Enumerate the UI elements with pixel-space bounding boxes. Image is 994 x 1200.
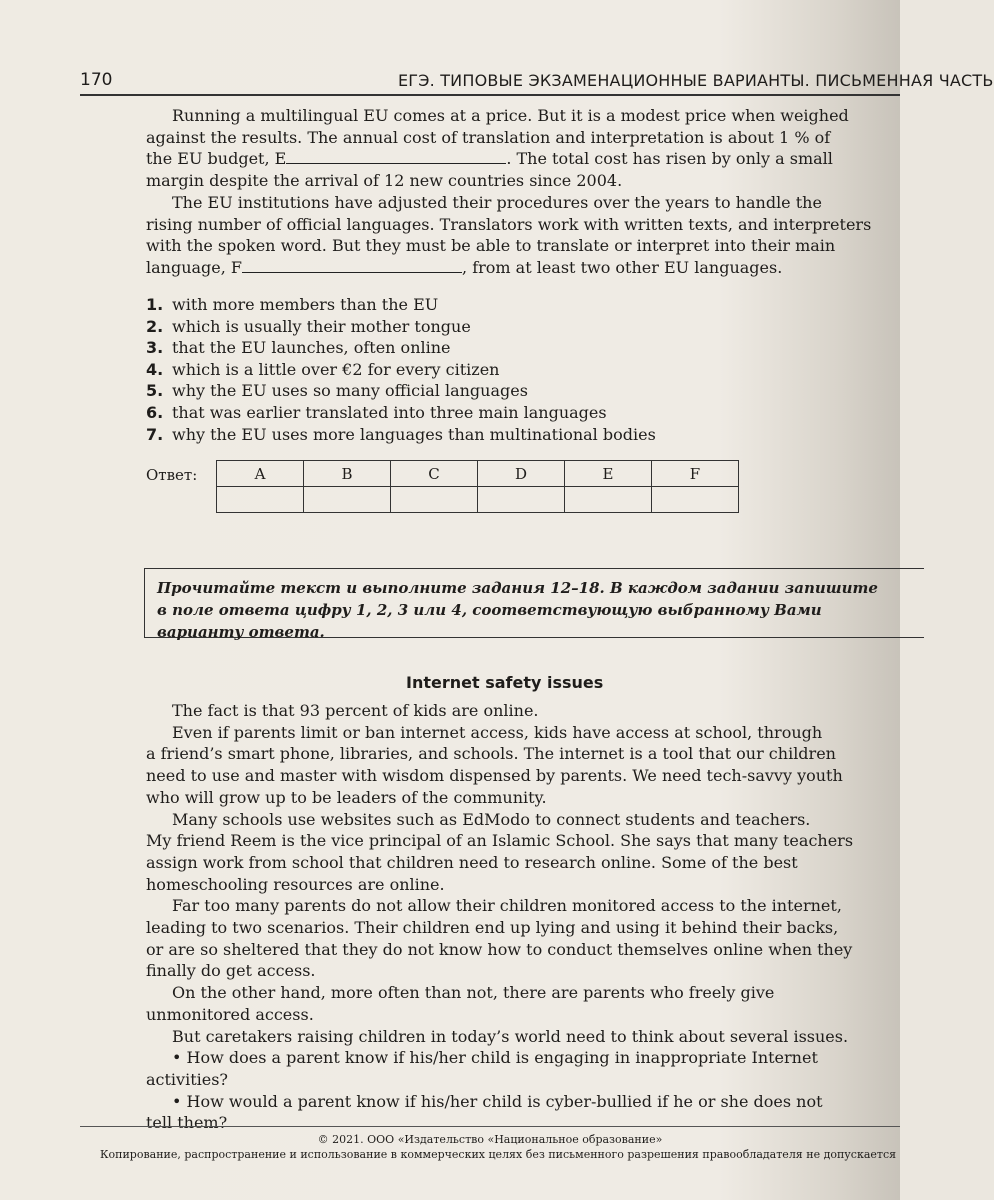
option-number: 5.: [146, 381, 164, 401]
paragraph-line: who will grow up to be leaders of the community.: [146, 787, 547, 807]
line-text: the EU budget, E: [146, 149, 287, 169]
paragraph-line: My friend Reem is the vice principal of an Islamic School. She says that many teachers: [146, 831, 854, 851]
option-text: which is usually their mother tongue: [172, 316, 471, 336]
option-item: [146, 316, 656, 338]
line-text: , from at least two other EU languages.: [462, 257, 783, 277]
option-number: 4.: [146, 359, 164, 379]
paragraph-line: Running a multilingual EU comes at a price. But it is a modest price when weighed: [172, 106, 849, 125]
paragraph-line: a friend’s smart phone, libraries, and schools. The internet is a tool that our children: [146, 744, 836, 764]
page-number: 170: [80, 70, 113, 90]
answer-column-c: C: [391, 461, 478, 487]
answer-grid: [216, 460, 739, 513]
paragraph-line: leading to two scenarios. Their children end up lying and using it behind their backs,: [146, 918, 839, 938]
paragraph-line: or are so sheltered that they do not know how to conduct themselves online when they: [146, 939, 853, 959]
gap-f-blank: [242, 258, 462, 273]
option-text: why the EU uses so many official languages: [172, 381, 528, 401]
option-number: 6.: [146, 402, 164, 422]
paragraph-line: need to use and master with wisdom dispensed by parents. We need tech-savvy youth: [146, 766, 843, 786]
answer-cell-e[interactable]: [565, 487, 652, 513]
paragraph-line-gap-f: [146, 257, 906, 279]
paragraph-line: The EU institutions have adjusted their procedures over the years to handle the: [172, 192, 822, 212]
paragraph-line: Many schools use websites such as EdModo to connect students and teachers.: [172, 809, 811, 829]
paragraph-line: Even if parents limit or ban internet access, kids have access at school, through: [172, 722, 823, 742]
instructions-box: [144, 568, 924, 641]
paragraph-line: finally do get access.: [146, 961, 316, 981]
answer-cell-b[interactable]: [304, 487, 391, 513]
paragraph-line: homeschooling resources are online.: [146, 874, 445, 894]
answer-column-e: E: [565, 461, 652, 487]
answer-column-f: F: [652, 461, 739, 487]
answer-cell-f[interactable]: [652, 487, 739, 513]
instruction-line: варианту ответа.: [157, 623, 325, 641]
passage-eu-languages: [146, 105, 906, 279]
paragraph-line: rising number of official languages. Translators work with written texts, and interpreters: [146, 214, 872, 234]
answer-input-row: [217, 487, 739, 513]
gap-e-blank: [286, 149, 506, 164]
option-text: with more members than the EU: [172, 295, 439, 314]
paragraph-line: The fact is that 93 percent of kids are online.: [172, 701, 539, 720]
copyright-line: © 2021. ООО «Издательство «Национальное образование»: [317, 1133, 663, 1146]
line-text: language, F: [146, 257, 243, 277]
options-list: [146, 294, 656, 445]
section-title: Internet safety issues: [406, 673, 604, 692]
answer-label: Ответ:: [146, 466, 198, 484]
paragraph-line-gap-e: [146, 148, 906, 170]
option-text: which is a little over €2 for every citizen: [172, 359, 500, 379]
paragraph-line: margin despite the arrival of 12 new countries since 2004.: [146, 171, 623, 191]
instruction-line: в поле ответа цифру 1, 2, 3 или 4, соответствующую выбранному Вами: [157, 601, 822, 619]
option-text: that the EU launches, often online: [172, 338, 451, 358]
bullet-line: • How would a parent know if his/her child is cyber-bullied if he or she does not: [172, 1091, 823, 1111]
option-number: 2.: [146, 316, 164, 336]
option-number: 7.: [146, 424, 164, 444]
paragraph-line: Far too many parents do not allow their children monitored access to the internet,: [172, 896, 842, 916]
running-title: ЕГЭ. ТИПОВЫЕ ЭКЗАМЕНАЦИОННЫЕ ВАРИАНТЫ. ПИСЬМЕННАЯ ЧАСТЬ: [398, 71, 994, 90]
option-item: [146, 359, 656, 381]
paragraph-line: But caretakers raising children in today’s world need to think about several issues.: [172, 1026, 849, 1046]
option-number: 3.: [146, 338, 164, 358]
page-header: [80, 70, 994, 96]
option-item: [146, 380, 656, 402]
option-number: 1.: [146, 295, 164, 314]
paragraph-line: assign work from school that children need to research online. Some of the best: [146, 852, 798, 872]
answer-cell-a[interactable]: [217, 487, 304, 513]
option-text: why the EU uses more languages than multinational bodies: [172, 424, 656, 444]
instruction-line: Прочитайте текст и выполните задания 12–18. В каждом задании запишите: [157, 579, 878, 597]
paragraph-line: tell them?: [146, 1113, 228, 1133]
copyright-notice: Копирование, распространение и использование в коммерческих целях без письменного разрешения правообладателя не допускается: [100, 1148, 897, 1161]
paragraph-line: with the spoken word. But they must be able to translate or interpret into their main: [146, 236, 836, 256]
option-item: [146, 402, 656, 424]
answer-cell-c[interactable]: [391, 487, 478, 513]
line-text: . The total cost has risen by only a small: [506, 149, 833, 169]
option-item: [146, 337, 656, 359]
bullet-line: • How does a parent know if his/her child is engaging in inappropriate Internet: [172, 1048, 818, 1068]
paragraph-line: unmonitored access.: [146, 1004, 314, 1024]
page-footer: [80, 1126, 900, 1162]
passage-internet-safety: [146, 700, 906, 1134]
option-item: [146, 424, 656, 446]
paragraph-line: On the other hand, more often than not, there are parents who freely give: [172, 983, 775, 1003]
option-text: that was earlier translated into three main languages: [172, 402, 607, 422]
answer-cell-d[interactable]: [478, 487, 565, 513]
answer-column-d: D: [478, 461, 565, 487]
paragraph-line: activities?: [146, 1069, 229, 1089]
answer-column-a: A: [217, 461, 304, 487]
paragraph-line: against the results. The annual cost of translation and interpretation is about 1 % of: [146, 127, 831, 147]
answer-column-b: B: [304, 461, 391, 487]
option-item: [146, 294, 656, 316]
answer-header-row: [217, 461, 739, 487]
